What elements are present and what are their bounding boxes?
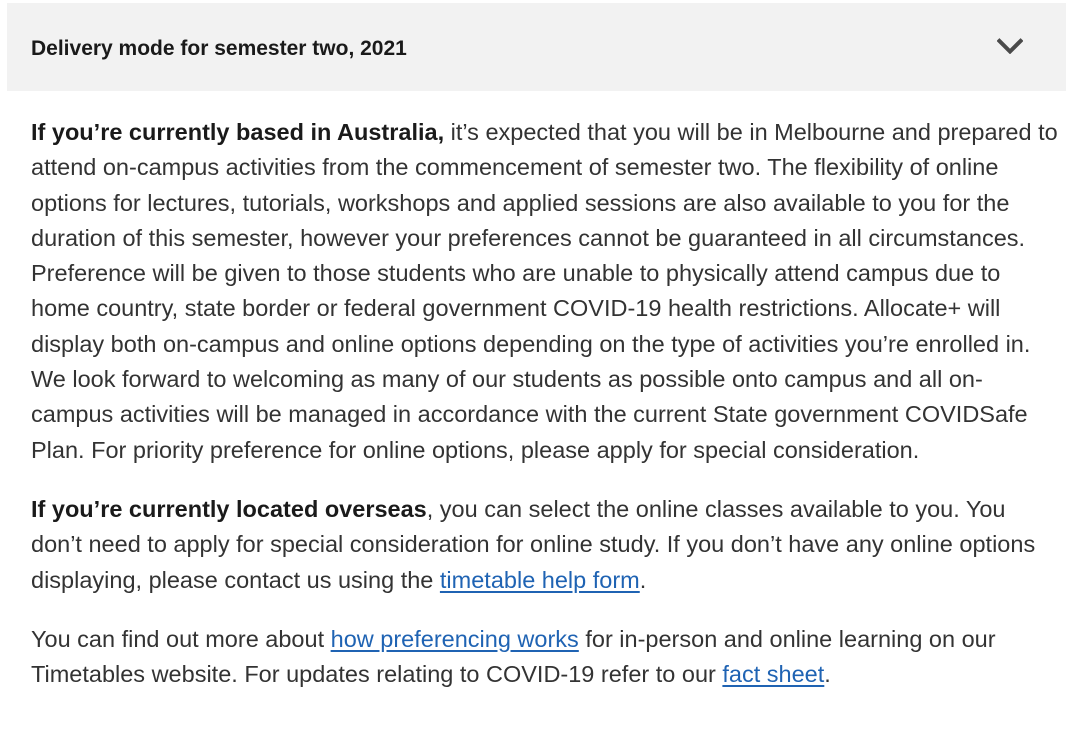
how-preferencing-works-link[interactable]: how preferencing works xyxy=(330,625,579,652)
paragraph-more-info xyxy=(31,622,1061,693)
paragraph-overseas xyxy=(31,492,1061,598)
fact-sheet-link[interactable]: fact sheet xyxy=(722,661,825,688)
paragraph-australia xyxy=(31,115,1061,468)
accordion-title: Delivery mode for semester two, 2021 xyxy=(31,37,407,60)
accordion-header[interactable] xyxy=(7,3,1066,91)
timetable-help-form-link[interactable]: timetable help form xyxy=(439,566,640,593)
accordion-content xyxy=(31,115,1061,692)
paragraph-overseas-text: , you can select the online classes available to you. You don’t need to apply for special consideration for online study. If you don’t have any online options displaying, please contact us using the xyxy=(31,495,1036,593)
paragraph-more-info-text2: for in-person and online learning on our Timetables website. For updates relating to COVID-19 refer to our xyxy=(31,625,996,688)
paragraph-overseas-lead: If you’re currently located overseas xyxy=(31,495,427,522)
paragraph-more-info-text1: You can find out more about xyxy=(31,625,331,652)
paragraph-overseas-end: . xyxy=(639,566,647,593)
chevron-down-icon[interactable] xyxy=(997,38,1023,54)
paragraph-australia-text: it’s expected that you will be in Melbourne and prepared to attend on-campus activities from the commencement of semester two. The flexibility of online options for lectures, tutorials, workshops and applied sessions are also available to you for the duration of this semester, however your preferences cannot be guaranteed in all circumstances. Preference will be given to those students who are unable to physically attend campus due to home country, state border or federal government COVID-19 health restrictions. Allocate+ will display both on-campus and online options depending on the type of activities you’re enrolled in. We look forward to welcoming as many of our students as possible onto campus and all on-campus activities will be managed in accordance with the current State government COVIDSafe Plan. For priority preference for online options, please apply for special consideration. xyxy=(31,119,1058,463)
paragraph-australia-lead: If you’re currently based in Australia, xyxy=(31,119,445,145)
paragraph-more-info-end: . xyxy=(824,661,831,688)
